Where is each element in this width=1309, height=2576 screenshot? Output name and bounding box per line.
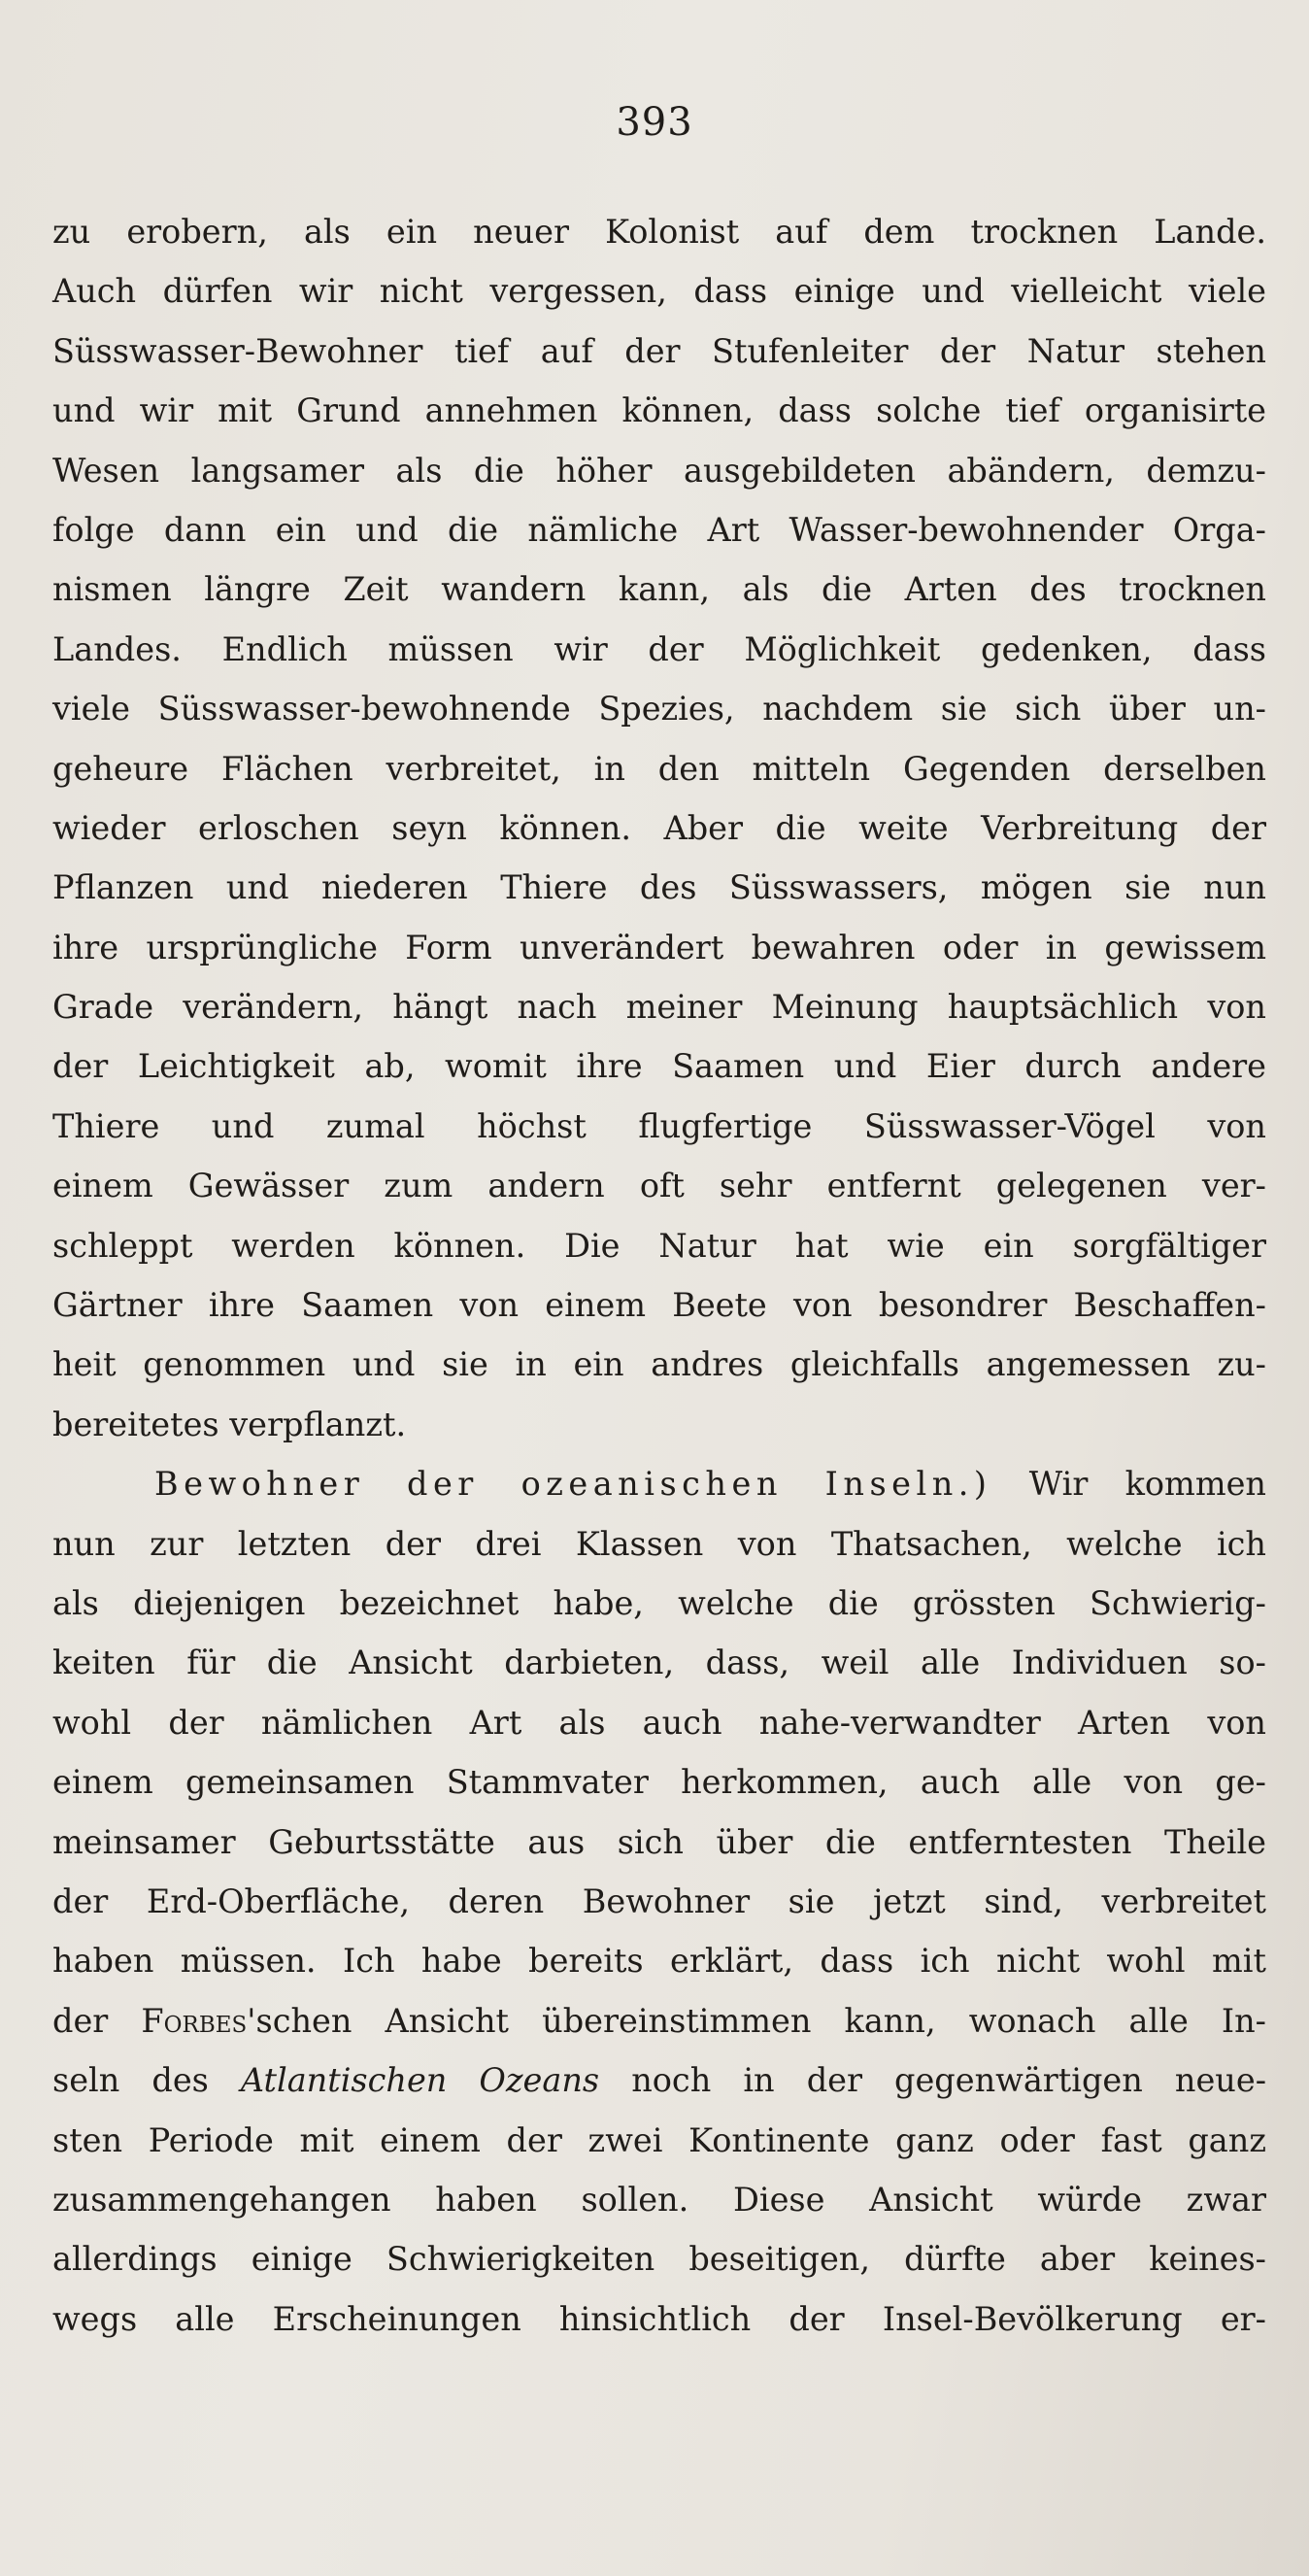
text-fragment: 'schen Ansicht übereinstimmen kann, wonach alle In- bbox=[247, 2001, 1267, 2040]
text-line: schleppt werden können. Die Natur hat wie ein sorgfältiger bbox=[52, 1226, 1266, 1265]
text-line: Süsswasser-Bewohner tief auf der Stufenleiter der Natur stehen bbox=[52, 331, 1266, 370]
text-line: einem gemeinsamen Stammvater herkommen, auch alle von ge- bbox=[52, 1763, 1266, 1802]
text-line-atlantic bbox=[52, 2051, 1266, 2110]
text-line: wieder erloschen seyn können. Aber die weite Verbreitung der bbox=[52, 808, 1266, 847]
text-line: wohl der nämlichen Art als auch nahe-verwandter Arten von bbox=[52, 1703, 1266, 1742]
text-fragment: seln des bbox=[52, 2061, 209, 2100]
text-line: wegs alle Erscheinungen hinsichtlich der Insel-Bevölkerung er- bbox=[52, 2299, 1266, 2338]
text-line: Landes. Endlich müssen wir der Möglichkeit gedenken, dass bbox=[52, 629, 1266, 668]
text-line: geheure Flächen verbreitet, in den mitteln Gegenden derselben bbox=[52, 749, 1266, 788]
text-line-forbes bbox=[52, 1991, 1266, 2051]
paragraph-end-line: bereitetes verpflanzt. bbox=[52, 1405, 407, 1443]
text-line: als diejenigen bezeichnet habe, welche die grössten Schwierig- bbox=[52, 1583, 1266, 1622]
text-line: zu erobern, als ein neuer Kolonist auf dem trocknen Lande. bbox=[52, 213, 1266, 251]
author-name-forbes: Forbes bbox=[141, 2001, 248, 2040]
text-line: der Leichtigkeit ab, womit ihre Saamen und Eier durch andere bbox=[52, 1047, 1266, 1086]
text-line: haben müssen. Ich habe bereits erklärt, dass ich nicht wohl mit bbox=[52, 1942, 1266, 1981]
text-line: Pflanzen und niederen Thiere des Süsswassers, mögen sie nun bbox=[52, 868, 1266, 907]
text-line: meinsamer Geburtsstätte aus sich über die entferntesten Theile bbox=[52, 1822, 1266, 1861]
text-line: Auch dürfen wir nicht vergessen, dass einige und vielleicht viele bbox=[52, 272, 1266, 311]
text-line: und wir mit Grund annehmen können, dass solche tief organisirte bbox=[52, 391, 1266, 430]
text-line: nismen längre Zeit wandern kann, als die Arten des trocknen bbox=[52, 570, 1266, 609]
heading-line-text: Wir kommen bbox=[1028, 1465, 1266, 1504]
section-heading-line bbox=[52, 1454, 1266, 1513]
page-number: 393 bbox=[616, 100, 693, 145]
text-line: heit genommen und sie in ein andres gleichfalls angemessen zu- bbox=[52, 1345, 1266, 1384]
text-fragment: der bbox=[52, 2001, 109, 2040]
text-line: allerdings einige Schwierigkeiten beseitigen, dürfte aber keines- bbox=[52, 2240, 1266, 2279]
text-line: nun zur letzten der drei Klassen von Thatsachen, welche ich bbox=[52, 1524, 1266, 1563]
italic-term-atlantic-ocean: Atlantischen Ozeans bbox=[240, 2061, 600, 2100]
text-fragment: noch in der gegenwärtigen neue- bbox=[631, 2061, 1267, 2100]
text-line: Wesen langsamer als die höher ausgebildeten abändern, demzu- bbox=[52, 451, 1266, 490]
text-line: Grade verändern, hängt nach meiner Meinung hauptsächlich von bbox=[52, 988, 1266, 1027]
section-heading: Bewohner der ozeanischen Inseln.) bbox=[154, 1465, 992, 1504]
text-line: einem Gewässer zum andern oft sehr entfernt gelegenen ver- bbox=[52, 1167, 1266, 1205]
text-line: der Erd-Oberfläche, deren Bewohner sie jetzt sind, verbreitet bbox=[52, 1881, 1266, 1920]
text-line: viele Süsswasser-bewohnende Spezies, nachdem sie sich über un- bbox=[52, 690, 1266, 729]
text-line: folge dann ein und die nämliche Art Wasser-bewohnender Orga- bbox=[52, 510, 1266, 549]
body-text bbox=[52, 202, 1266, 2349]
text-line: zusammengehangen haben sollen. Diese Ansicht würde zwar bbox=[52, 2180, 1266, 2219]
text-line: ihre ursprüngliche Form unverändert bewahren oder in gewissem bbox=[52, 928, 1266, 966]
text-line: sten Periode mit einem der zwei Kontinente ganz oder fast ganz bbox=[52, 2120, 1266, 2159]
text-line: keiten für die Ansicht darbieten, dass, weil alle Individuen so- bbox=[52, 1644, 1266, 1682]
text-line: Thiere und zumal höchst flugfertige Süsswasser-Vögel von bbox=[52, 1106, 1266, 1145]
text-line: Gärtner ihre Saamen von einem Beete von besondrer Beschaffen- bbox=[52, 1286, 1266, 1325]
